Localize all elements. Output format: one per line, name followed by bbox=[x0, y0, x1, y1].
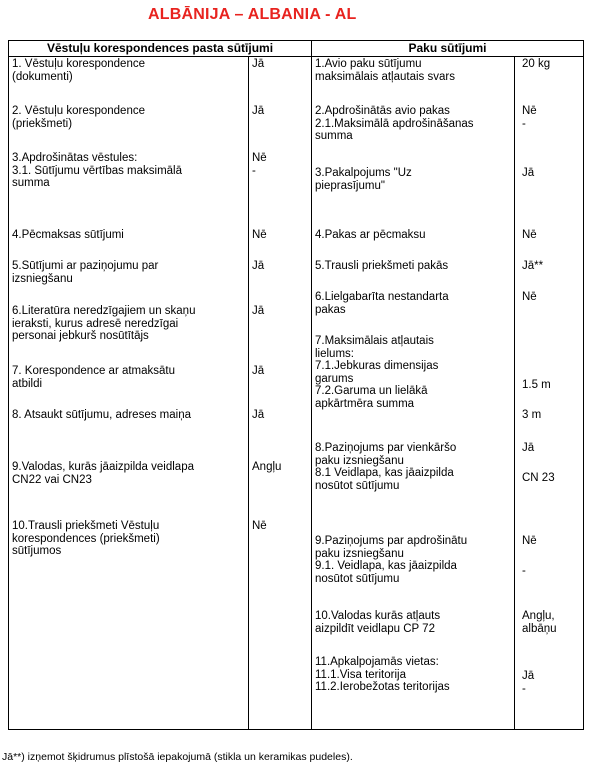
letter-item-1-label: 1. Vēstuļu korespondence (dokumenti) bbox=[12, 58, 145, 83]
table-header-row bbox=[9, 41, 584, 57]
letter-item-8-value: Jā bbox=[252, 409, 265, 421]
parcel-item-1-value: 20 kg bbox=[522, 58, 551, 70]
parcel-item-7-1-value: 1.5 m bbox=[522, 379, 551, 391]
parcel-item-7-2-value: 3 m bbox=[522, 409, 542, 421]
parcel-item-3-value: Jā bbox=[522, 167, 535, 179]
letter-item-1-value: Jā bbox=[252, 58, 265, 70]
parcel-header: Paku sūtījumi bbox=[312, 41, 584, 57]
parcel-item-1-label: 1.Avio paku sūtījumu maksimālais atļautais svars bbox=[315, 58, 455, 83]
parcel-item-11-label: 11.Apkalpojamās vietas: 11.1.Visa teritorija 11.2.Ierobežotas teritorijas bbox=[315, 656, 450, 693]
letter-item-10-value: Nē bbox=[252, 520, 267, 532]
parcel-values-column bbox=[515, 57, 584, 730]
letter-item-2-value: Jā bbox=[252, 105, 265, 117]
parcel-item-3-label: 3.Pakalpojums "Uz pieprasījumu" bbox=[315, 167, 412, 192]
letter-item-9-value: Angļu bbox=[252, 461, 282, 473]
parcel-item-2-value: Nē - bbox=[522, 105, 537, 130]
letter-mail-header: Vēstuļu korespondences pasta sūtījumi bbox=[9, 41, 312, 57]
parcel-item-10-label: 10.Valodas kurās atļauts aizpildīt veidlapu CP 72 bbox=[315, 610, 441, 635]
parcel-item-5-label: 5.Trausli priekšmeti pakās bbox=[315, 260, 449, 272]
letter-mail-values-column bbox=[249, 57, 312, 730]
page-title: ALBĀNIJA – ALBANIA - AL bbox=[148, 6, 357, 23]
letter-item-6-value: Jā bbox=[252, 305, 265, 317]
letter-item-4-label: 4.Pēcmaksas sūtījumi bbox=[12, 229, 124, 241]
parcel-item-2-label: 2.Apdrošinātās avio pakas 2.1.Maksimālā apdrošināšanas summa bbox=[315, 105, 474, 142]
parcel-item-6-label: 6.Lielgabarīta nestandarta pakas bbox=[315, 291, 449, 316]
footnote: Jā**) izņemot šķidrumus plīstošā iepakojumā (stikla un keramikas pudeles). bbox=[2, 751, 353, 763]
parcel-labels-column bbox=[312, 57, 515, 730]
letter-item-7-value: Jā bbox=[252, 365, 265, 377]
parcel-item-8-1-value: CN 23 bbox=[522, 472, 555, 484]
country-services-table bbox=[8, 40, 584, 730]
letter-item-5-value: Jā bbox=[252, 260, 265, 272]
table-body-row bbox=[9, 57, 584, 730]
parcel-item-11-1-value: Jā bbox=[522, 670, 535, 682]
parcel-item-5-value: Jā** bbox=[522, 260, 544, 272]
parcel-item-7-label: 7.Maksimālais atļautais lielums: 7.1.Jebkuras dimensijas garums 7.2.Garuma un lielākā apkārtmēra summa bbox=[315, 335, 439, 410]
parcel-item-10-value: Angļu, albāņu bbox=[522, 610, 557, 635]
parcel-item-8-label: 8.Paziņojums par vienkāršo paku izsniegšanu 8.1 Veidlapa, kas jāaizpilda nosūtot sūtījumu bbox=[315, 442, 457, 492]
letter-item-7-label: 7. Korespondence ar atmaksātu atbildi bbox=[12, 365, 176, 390]
parcel-item-4-label: 4.Pakas ar pēcmaksu bbox=[315, 229, 426, 241]
letter-item-3-label: 3.Apdrošinātas vēstules: 3.1. Sūtījumu vērtības maksimālā summa bbox=[12, 152, 183, 189]
letter-item-10-label: 10.Trausli priekšmeti Vēstuļu korespondences (priekšmeti) sūtījumos bbox=[12, 520, 160, 557]
parcel-item-9-1-value: - bbox=[522, 565, 526, 577]
letter-item-2-label: 2. Vēstuļu korespondence (priekšmeti) bbox=[12, 105, 145, 130]
letter-item-4-value: Nē bbox=[252, 229, 267, 241]
letter-item-8-label: 8. Atsaukt sūtījumu, adreses maiņa bbox=[12, 409, 191, 421]
letter-item-6-label: 6.Literatūra neredzīgajiem un skaņu ieraksti, kurus adresē neredzīgai personai jebkurš nosūtītājs bbox=[12, 305, 196, 342]
parcel-item-8-value: Jā bbox=[522, 442, 535, 454]
letter-item-5-label: 5.Sūtījumi ar paziņojumu par izsniegšanu bbox=[12, 260, 159, 285]
letter-mail-labels-column bbox=[9, 57, 249, 730]
parcel-item-6-value: Nē bbox=[522, 291, 537, 303]
letter-item-3-value: Nē - bbox=[252, 152, 267, 177]
parcel-item-11-2-value: - bbox=[522, 683, 526, 695]
parcel-item-4-value: Nē bbox=[522, 229, 537, 241]
letter-item-9-label: 9.Valodas, kurās jāaizpilda veidlapa CN22 vai CN23 bbox=[12, 461, 194, 486]
parcel-item-9-value: Nē bbox=[522, 535, 537, 547]
parcel-item-9-label: 9.Paziņojums par apdrošinātu paku izsniegšanu 9.1. Veidlapa, kas jāaizpilda nosūtot sūtījumu bbox=[315, 535, 468, 585]
